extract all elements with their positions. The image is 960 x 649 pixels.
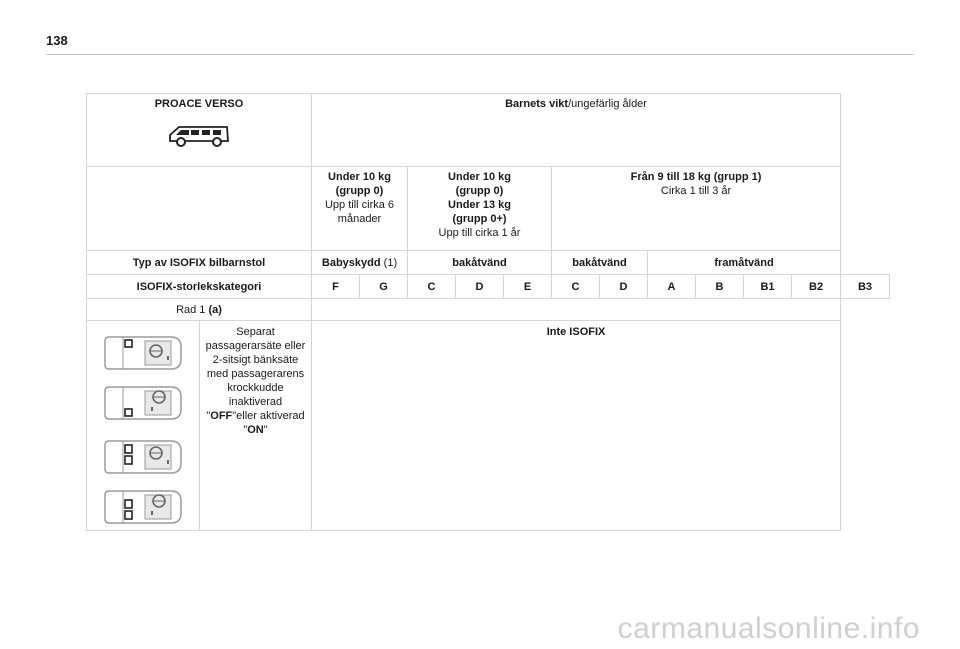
seat-desc-part3: " (263, 424, 268, 436)
group-0-line3: Upp till cirka 6 (324, 199, 395, 211)
model-cell (87, 94, 312, 167)
row-label-filler (312, 299, 841, 321)
seat-diagrams-cell (87, 321, 200, 531)
seat-diagram-icon (101, 333, 185, 373)
row-label (87, 299, 312, 321)
group-cell-2 (552, 167, 841, 251)
isofix-table (86, 93, 890, 531)
group-1-line2: (grupp 0) (455, 185, 504, 197)
size-class-cell: B3 (841, 275, 890, 299)
seat-diagram-icon (101, 383, 185, 423)
size-class-cell: A (648, 275, 696, 299)
seat-type-1: bakåtvänd (408, 251, 552, 275)
size-class-label: ISOFIX-storlekskategori (87, 275, 312, 299)
group-row (87, 167, 890, 251)
watermark: carmanualsonline.info (617, 612, 920, 645)
size-class-cell: D (456, 275, 504, 299)
seat-row (87, 321, 890, 531)
seat-type-0 (312, 251, 408, 275)
header-row (87, 94, 890, 167)
seat-description (200, 321, 312, 531)
size-class-row (87, 275, 890, 299)
group-0-line1: Under 10 kg (328, 171, 391, 183)
seat-desc-off: OFF (210, 410, 233, 422)
seat-type-0-bold: Babyskydd (321, 256, 381, 269)
size-class-cell: G (360, 275, 408, 299)
seat-type-3: framåtvänd (648, 251, 841, 275)
seat-type-row (87, 251, 890, 275)
seat-type-label: Typ av ISOFIX bilbarnstol (87, 251, 312, 275)
model-name: PROACE VERSO (154, 98, 244, 110)
seat-type-0-rest: (1) (380, 256, 398, 269)
group-2-line1: Från 9 till 18 kg (grupp 1) (630, 171, 762, 183)
weight-header-cell (312, 94, 841, 167)
seat-desc-part2: "eller aktiverad " (232, 410, 305, 436)
size-class-cell: D (600, 275, 648, 299)
group-0-line4: månader (337, 213, 382, 225)
result-cell: Inte ISOFIX (312, 321, 841, 531)
group-cell-0 (312, 167, 408, 251)
size-class-cell: B1 (744, 275, 792, 299)
row-label-row (87, 299, 890, 321)
size-class-cell: B2 (792, 275, 841, 299)
size-class-cell: F (312, 275, 360, 299)
group-cell-1 (408, 167, 552, 251)
page-number: 138 (46, 33, 68, 48)
weight-header-bold: Barnets vikt (505, 98, 569, 110)
group-1-line4: (grupp 0+) (452, 213, 507, 225)
size-class-cell: C (408, 275, 456, 299)
seat-desc-on: ON (247, 424, 264, 436)
seat-desc-part1: Separat passagerarsäte eller 2-sitsigt bänksäte med passagerarens krockkudde inaktiverad " (205, 326, 306, 422)
group-1-line1: Under 10 kg (448, 171, 511, 183)
weight-header-rest: /ungefärlig ålder (568, 98, 647, 110)
size-class-cell: E (504, 275, 552, 299)
group-1-line5: Upp till cirka 1 år (438, 227, 521, 239)
seat-type-2: bakåtvänd (552, 251, 648, 275)
group-0-line2: (grupp 0) (335, 185, 384, 197)
empty-cell (87, 167, 312, 251)
header-rule (46, 54, 914, 55)
group-1-line3: Under 13 kg (448, 199, 511, 211)
seat-diagram-icon (101, 487, 185, 527)
van-icon (167, 123, 231, 149)
size-class-cell: B (696, 275, 744, 299)
row-label-text: Rad 1 (176, 303, 209, 316)
group-2-line2: Cirka 1 till 3 år (660, 185, 732, 197)
size-class-cell: C (552, 275, 600, 299)
row-label-bold: (a) (208, 303, 222, 316)
seat-diagram-icon (101, 437, 185, 477)
